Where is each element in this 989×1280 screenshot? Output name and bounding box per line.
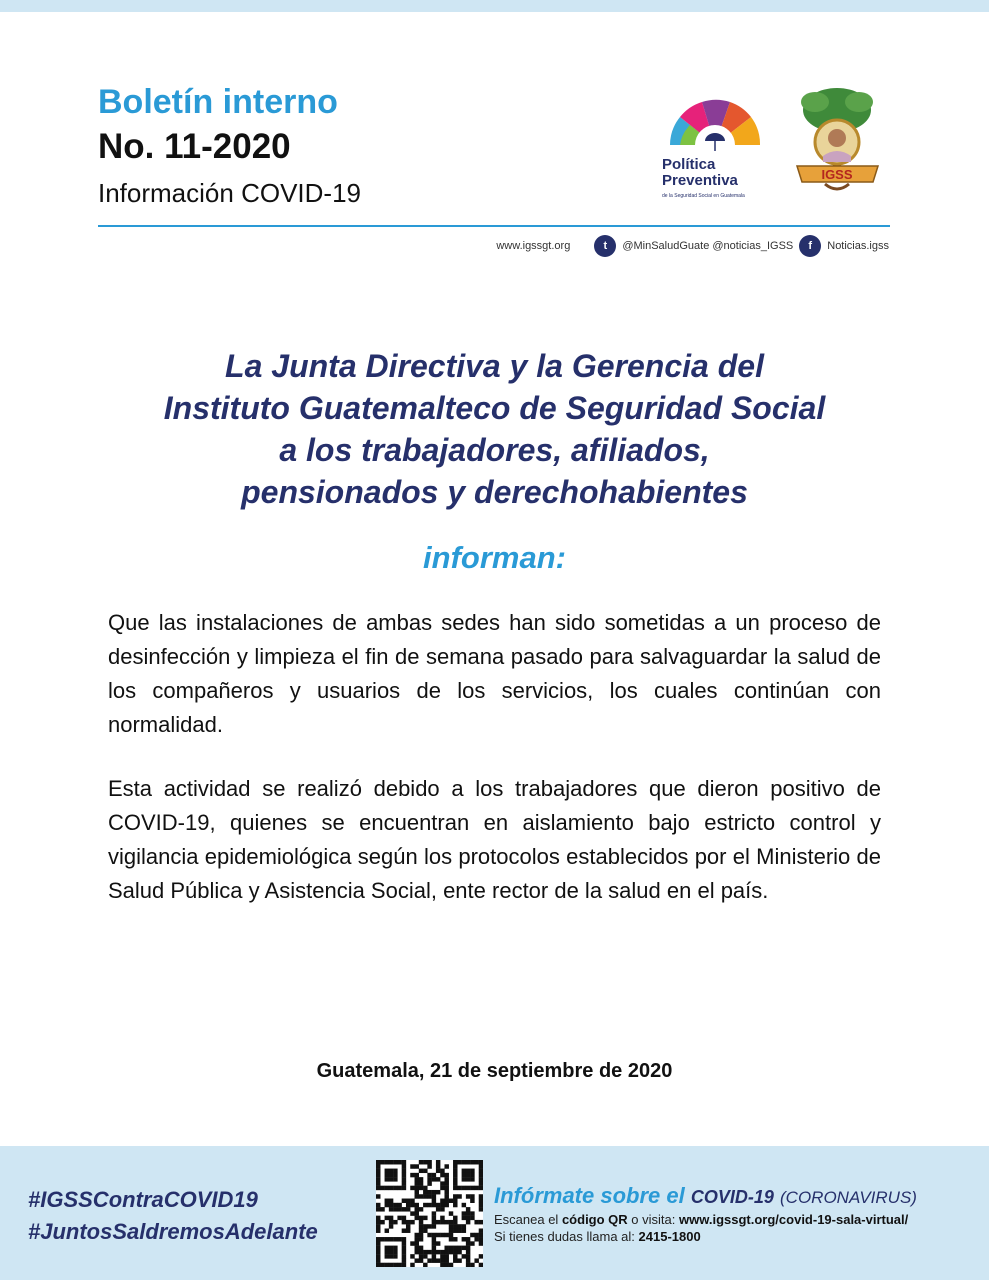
headline-line-3: a los trabajadores, afiliados,: [279, 432, 710, 468]
info-title-text: Infórmate sobre el: [494, 1183, 685, 1208]
headline-line-1: La Junta Directiva y la Gerencia del: [225, 348, 764, 384]
bulletin-label: Boletín interno: [98, 83, 338, 121]
bulletin-number: No. 11-2020: [98, 127, 291, 166]
phone-prefix: Si tienes dudas llama al:: [494, 1229, 635, 1244]
hashtag-juntos: #JuntosSaldremosAdelante: [28, 1219, 318, 1244]
headline-line-4: pensionados y derechohabientes: [241, 474, 748, 510]
info-line-visit: [494, 1212, 908, 1227]
informan-heading: informan:: [423, 540, 566, 575]
preventiva-text: Preventiva: [662, 172, 738, 189]
paragraph-2: Esta actividad se realizó debido a los trabajadores que dieron positivo de COVID-19, quienes se encuentran en aislamiento bajo estricto control y vigilancia epidemiológica según los protocolos establecidos por el Ministerio de Salud Pública y Asistencia Social, ente rector de la salud en el país.: [108, 776, 881, 903]
politica-text: Política: [662, 156, 716, 173]
hashtag-igss: #IGSSContraCOVID19: [28, 1187, 258, 1212]
phone-number[interactable]: 2415-1800: [638, 1229, 701, 1244]
igss-logo-text: IGSS: [821, 167, 853, 182]
politica-tagline: de la Seguridad Social en Guatemala: [662, 193, 745, 199]
facebook-handle[interactable]: Noticias.igss: [827, 240, 889, 252]
bulletin-subtitle: Información COVID-19: [98, 178, 361, 208]
scan-prefix: Escanea el: [494, 1212, 559, 1227]
contact-bar: [496, 232, 889, 260]
qr-code[interactable]: [376, 1160, 483, 1267]
igss-logo: [785, 80, 890, 200]
info-title: [494, 1183, 917, 1209]
info-covid: COVID-19: [690, 1187, 774, 1207]
info-line-phone: [494, 1229, 701, 1244]
headline: [80, 345, 909, 513]
headline-line-2: Instituto Guatemalteco de Seguridad Social: [163, 390, 826, 426]
header-divider: [98, 225, 890, 227]
politica-preventiva-logo: [650, 85, 780, 205]
scan-mid: o visita:: [631, 1212, 676, 1227]
paragraph-1: Que las instalaciones de ambas sedes han sido sometidas a un proceso de desinfección y limpieza el fin de semana pasado para salvaguardar la salud de los compañeros y usuarios de los servicios, los cuales continúan con normalidad.: [108, 610, 881, 737]
website-link[interactable]: www.igssgt.org: [496, 240, 571, 252]
twitter-icon: t: [594, 235, 616, 257]
dateline: Guatemala, 21 de septiembre de 2020: [316, 1060, 673, 1082]
qr-code-graphic: [376, 1160, 483, 1267]
top-strip: [0, 0, 989, 12]
twitter-handles[interactable]: @MinSaludGuate @noticias_IGSS: [622, 240, 794, 252]
info-coronavirus: (CORONAVIRUS): [780, 1188, 917, 1207]
virtual-room-link[interactable]: www.igssgt.org/covid-19-sala-virtual/: [679, 1212, 909, 1227]
facebook-icon: f: [799, 235, 821, 257]
scan-qr-label: código QR: [561, 1212, 628, 1227]
